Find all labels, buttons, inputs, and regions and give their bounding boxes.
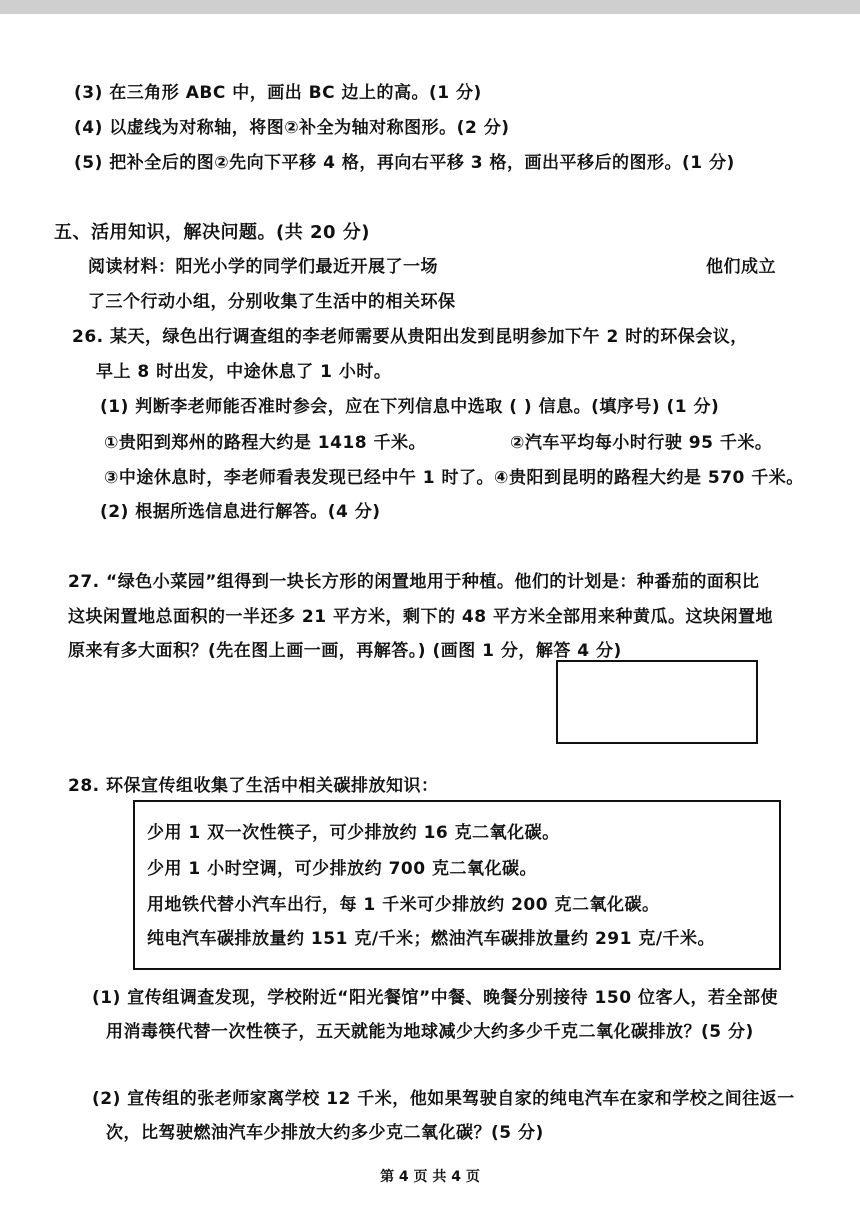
reading-material-line2: 了三个行动小组，分别收集了生活中的相关环保 (88, 292, 456, 312)
question-27-line3: 原来有多大面积？(先在图上画一画，再解答。) (画图 1 分，解答 4 分) (68, 641, 622, 661)
info-1: ①贵阳到郑州的路程大约是 1418 千米。 (104, 433, 427, 453)
question-5: (5) 把补全后的图②先向下平移 4 格，再向右平移 3 格，画出平移后的图形。(1 分) (74, 153, 735, 173)
section-5-title: 五、活用知识，解决问题。(共 20 分) (54, 222, 371, 243)
question-28-sub2-line1: (2) 宣传组的张老师家离学校 12 千米，他如果驾驶自家的纯电汽车在家和学校之间往返一 (92, 1089, 795, 1109)
question-26-sub2: (2) 根据所选信息进行解答。(4 分) (100, 502, 381, 522)
question-28-sub2-line2: 次，比驾驶燃油汽车少排放大约多少克二氧化碳？(5 分) (106, 1123, 544, 1143)
question-26-line2: 早上 8 时出发，中途休息了 1 小时。 (96, 362, 392, 382)
info-2: ②汽车平均每小时行驶 95 千米。 (510, 433, 773, 453)
question-28-intro: 28. 环保宣传组收集了生活中相关碳排放知识： (68, 776, 439, 796)
scan-top-edge (0, 0, 860, 14)
question-26-sub1: (1) 判断李老师能否准时参会，应在下列信息中选取 ( ) 信息。(填序号) (1 分) (100, 397, 720, 417)
question-26-line1: 26. 某天，绿色出行调查组的李老师需要从贵阳出发到昆明参加下午 2 时的环保会议， (72, 327, 748, 347)
question-27-line2: 这块闲置地总面积的一半还多 21 平方米，剩下的 48 平方米全部用来种黄瓜。这块闲置地 (68, 607, 773, 627)
question-27-line1: 27. “绿色小菜园”组得到一块长方形的闲置地用于种植。他们的计划是：种番茄的面积比 (68, 572, 760, 592)
question-4: (4) 以虚线为对称轴，将图②补全为轴对称图形。(2 分) (74, 118, 510, 138)
carbon-fact-4: 纯电汽车碳排放量约 151 克/千米；燃油汽车碳排放量约 291 克/千米。 (147, 929, 716, 949)
reading-material-right: 他们成立 (706, 257, 776, 277)
question-28-sub1-line2: 用消毒筷代替一次性筷子，五天就能为地球减少大约多少千克二氧化碳排放？(5 分) (106, 1022, 754, 1042)
page-footer: 第 4 页 共 4 页 (380, 1169, 480, 1185)
reading-material-left: 阅读材料：阳光小学的同学们最近开展了一场 (88, 257, 438, 277)
carbon-facts-box (133, 800, 781, 970)
question-3: (3) 在三角形 ABC 中，画出 BC 边上的高。(1 分) (74, 83, 482, 103)
question-28-sub1-line1: (1) 宣传组调查发现，学校附近“阳光餐馆”中餐、晚餐分别接待 150 位客人，若全部使 (92, 988, 778, 1008)
info-3-4: ③中途休息时，李老师看表发现已经中午 1 时了。④贵阳到昆明的路程大约是 570 千米。 (104, 468, 804, 488)
carbon-fact-2: 少用 1 小时空调，可少排放约 700 克二氧化碳。 (147, 859, 537, 879)
drawing-rectangle (556, 660, 758, 744)
carbon-fact-3: 用地铁代替小汽车出行，每 1 千米可少排放约 200 克二氧化碳。 (147, 895, 660, 915)
carbon-fact-1: 少用 1 双一次性筷子，可少排放约 16 克二氧化碳。 (147, 823, 560, 843)
